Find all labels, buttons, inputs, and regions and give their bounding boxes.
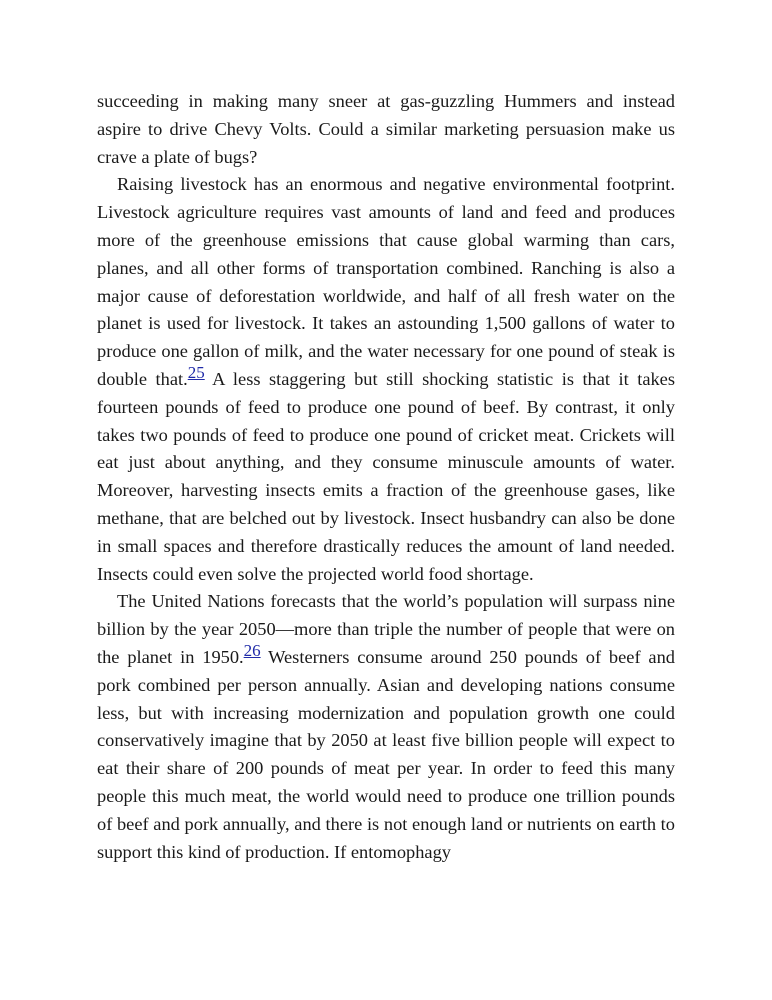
paragraph-text: succeeding in making many sneer at gas-guzzling Hummers and instead aspire to drive Chevy Volts. Could a similar marketing persuasion make us crave a plate of bugs? (97, 91, 675, 167)
paragraph-1 (97, 88, 675, 171)
paragraph-text: A less staggering but still shocking statistic is that it takes fourteen pounds of feed to produce one pound of beef. By contrast, it only takes two pounds of feed to produce one pound of cricket meat. Crickets will eat just about anything, and they consume minuscule amounts of water. Moreover, harvesting insects emits a fraction of the greenhouse gases, like methane, that are belched out by livestock. Insect husbandry can also be done in small spaces and therefore drastically reduces the amount of land needed. Insects could even solve the projected world food shortage. (97, 368, 675, 584)
paragraph-text: Raising livestock has an enormous and negative environmental footprint. Livestock agriculture requires vast amounts of land and feed and produces more of the greenhouse emissions that cause global warming than cars, planes, and all other forms of transportation combined. Ranching is also a major cause of deforestation worldwide, and half of all fresh water on the planet is used for livestock. It takes an astounding 1,500 gallons of water to produce one gallon of milk, and the water necessary for one pound of steak is double that. (97, 174, 675, 389)
page-body (97, 88, 675, 866)
paragraph-3 (97, 588, 675, 866)
paragraph-text: The United Nations forecasts that the world’s population will surpass nine billion by the year 2050—more than triple the number of people that were on the planet in 1950. (97, 591, 675, 667)
paragraph-2 (97, 171, 675, 588)
footnote-link-25[interactable]: 25 (187, 362, 205, 382)
footnote-link-26[interactable]: 26 (243, 640, 261, 660)
paragraph-text: Westerners consume around 250 pounds of beef and pork combined per person annually. Asian and developing nations consume less, but with increasing modernization and population growth one could conservatively imagine that by 2050 at least five billion people will expect to eat their share of 200 pounds of meat per year. In order to feed this many people this much meat, the world would need to produce one trillion pounds of beef and pork annually, and there is not enough land or nutrients on earth to support this kind of production. If entomophagy (97, 646, 675, 862)
